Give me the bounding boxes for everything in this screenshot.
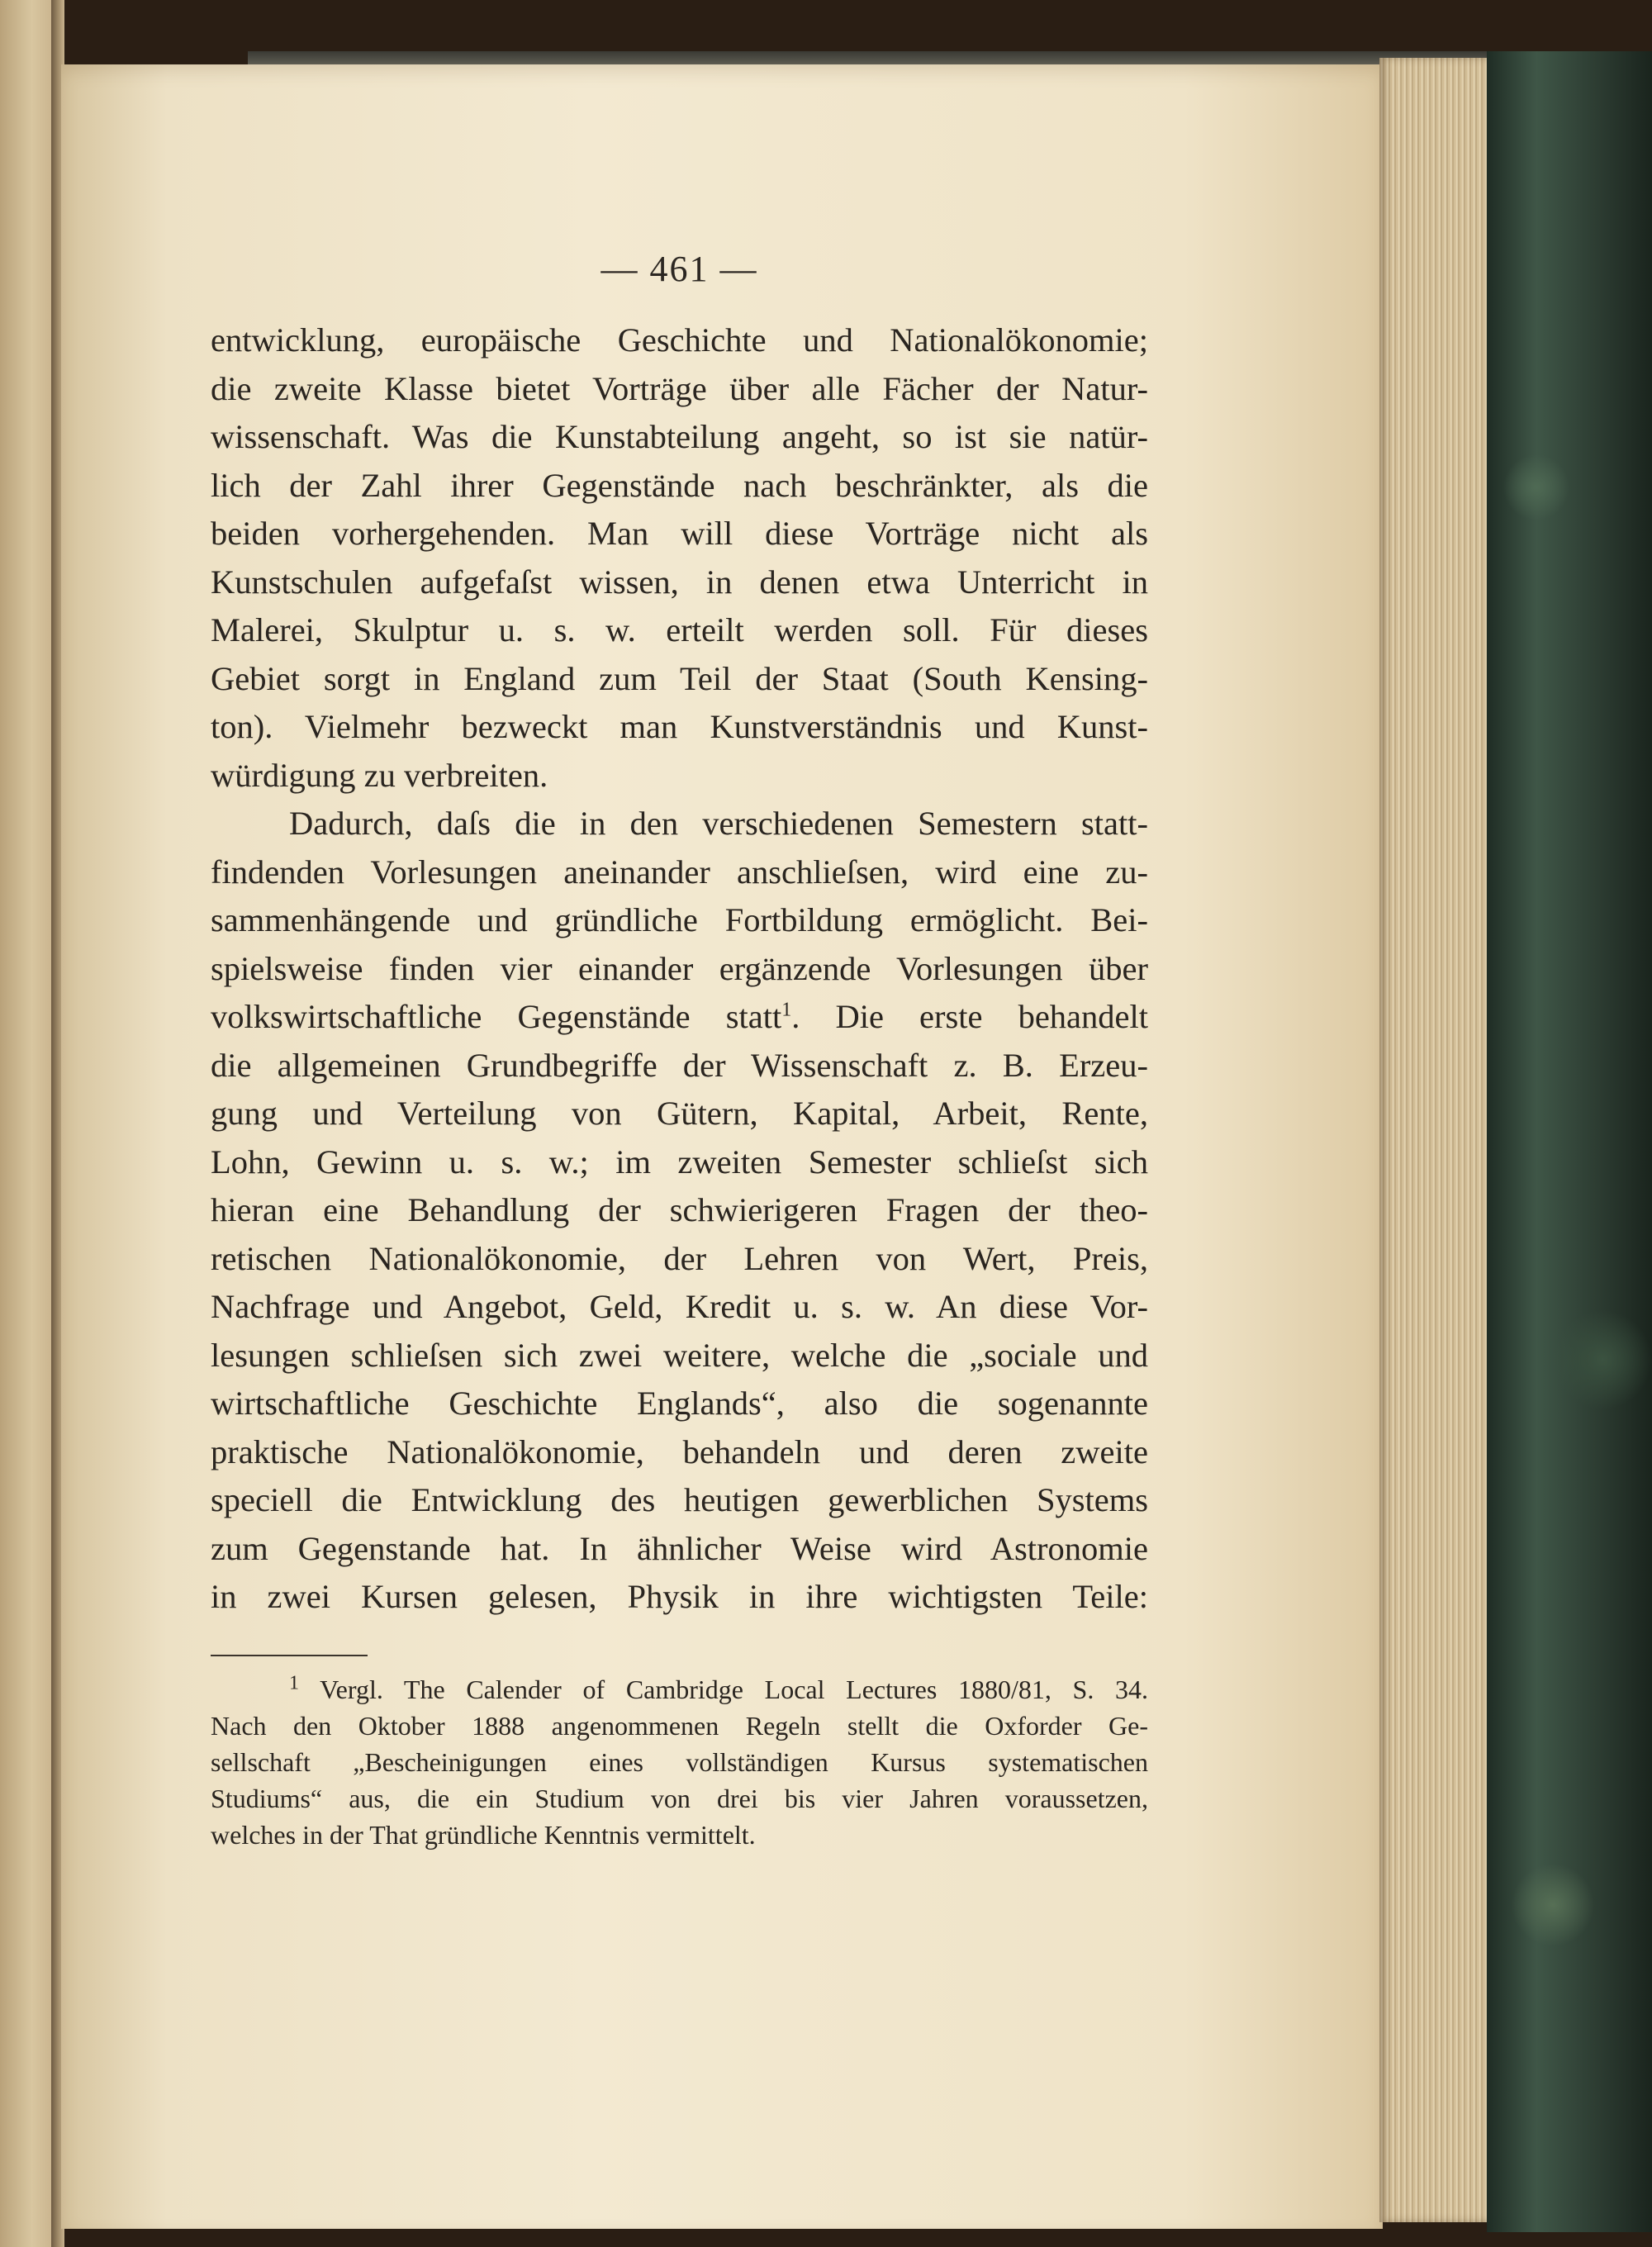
text-line: sammenhängende und gründliche Fortbildung ermöglicht. Bei- (211, 901, 1148, 938)
text-line: praktische Nationalökonomie, behandeln und deren zweite (211, 1432, 1148, 1470)
footnote-reference: 1 (781, 999, 792, 1021)
text-line: entwicklung, europäische Geschichte und Nationalökonomie; (211, 321, 1148, 359)
text-line: Gebiet sorgt in England zum Teil der Staat (South Kensing- (211, 659, 1148, 697)
paragraph-2 (211, 800, 1148, 1622)
text-line: Dadurch, daſs die in den verschiedenen Semestern statt- (289, 805, 1148, 842)
text-line: lesungen schlieſsen sich zwei weitere, welche die „sociale und (211, 1336, 1148, 1374)
text-line: wissenschaft. Was die Kunstabteilung angeht, so ist sie natür- (211, 418, 1148, 455)
page-number: — 461 — (601, 249, 758, 289)
text-segment: volkswirtschaftliche Gegenstände statt (211, 998, 782, 1035)
text-line: Lohn, Gewinn u. s. w.; im zweiten Semester schlieſst sich (211, 1143, 1148, 1181)
footnote-text: Vergl. The Calender of Cambridge Local Lectures 1880/81, S. 34. (320, 1674, 1149, 1704)
text-line: Kunstschulen aufgefaſst wissen, in denen etwa Unterricht in (211, 563, 1148, 601)
text-line: würdigung zu verbreiten. (211, 756, 548, 794)
footnote-line: Studiums“ aus, die ein Studium von drei bis vier Jahren voraussetzen, (211, 1783, 1148, 1813)
text-line: Nachfrage und Angebot, Geld, Kredit u. s. w. An diese Vor- (211, 1288, 1148, 1325)
left-page-edge (0, 0, 58, 2247)
text-line: wirtschaftliche Geschichte Englands“, also die sogenannte (211, 1385, 1148, 1422)
text-line: hieran eine Behandlung der schwierigeren Fragen der theo- (211, 1191, 1148, 1228)
text-line: beiden vorhergehenden. Man will diese Vorträge nicht als (211, 515, 1148, 552)
text-line: retischen Nationalökonomie, der Lehren von Wert, Preis, (211, 1239, 1148, 1277)
text-line: findenden Vorlesungen aneinander anschlieſsen, wird eine zu- (211, 853, 1148, 891)
paragraph-1 (211, 316, 1148, 800)
footnote-divider (211, 1655, 368, 1656)
text-line: speciell die Entwicklung des heutigen gewerblichen Systems (211, 1481, 1148, 1518)
marbled-cover (1487, 51, 1652, 2232)
footnote-line (211, 1671, 1148, 1708)
footnote (211, 1671, 1148, 1853)
text-line: Malerei, Skulptur u. s. w. erteilt werden soll. Für dieses (211, 611, 1148, 648)
text-line: lich der Zahl ihrer Gegenstände nach beschränkter, als die (211, 466, 1148, 504)
footnote-line: Nach den Oktober 1888 angenommenen Regeln stellt die Oxforder Ge- (211, 1710, 1148, 1741)
text-line-with-footnote (211, 993, 1148, 1042)
footnote-line: welches in der That gründliche Kenntnis vermittelt. (211, 1819, 756, 1850)
text-line: die allgemeinen Grundbegriffe der Wissenschaft z. B. Erzeu- (211, 1046, 1148, 1084)
footnote-marker: 1 (289, 1671, 299, 1694)
text-segment: . Die erste behandelt (791, 998, 1148, 1035)
text-line: gung und Verteilung von Gütern, Kapital, Arbeit, Rente, (211, 1095, 1148, 1132)
text-line: in zwei Kursen gelesen, Physik in ihre wichtigsten Teile: (211, 1578, 1148, 1615)
footnote-line: sellschaft „Bescheinigungen eines vollständigen Kursus systematischen (211, 1746, 1148, 1777)
page-content (211, 248, 1148, 1853)
text-line: zum Gegenstande hat. In ähnlicher Weise wird Astronomie (211, 1529, 1148, 1567)
text-line: spielsweise finden vier einander ergänzende Vorlesungen über (211, 949, 1148, 987)
text-line: die zweite Klasse bietet Vorträge über alle Fächer der Natur- (211, 369, 1148, 407)
page-block-edges (1379, 58, 1487, 2222)
text-line: ton). Vielmehr bezweckt man Kunstverständnis und Kunst- (211, 708, 1148, 745)
